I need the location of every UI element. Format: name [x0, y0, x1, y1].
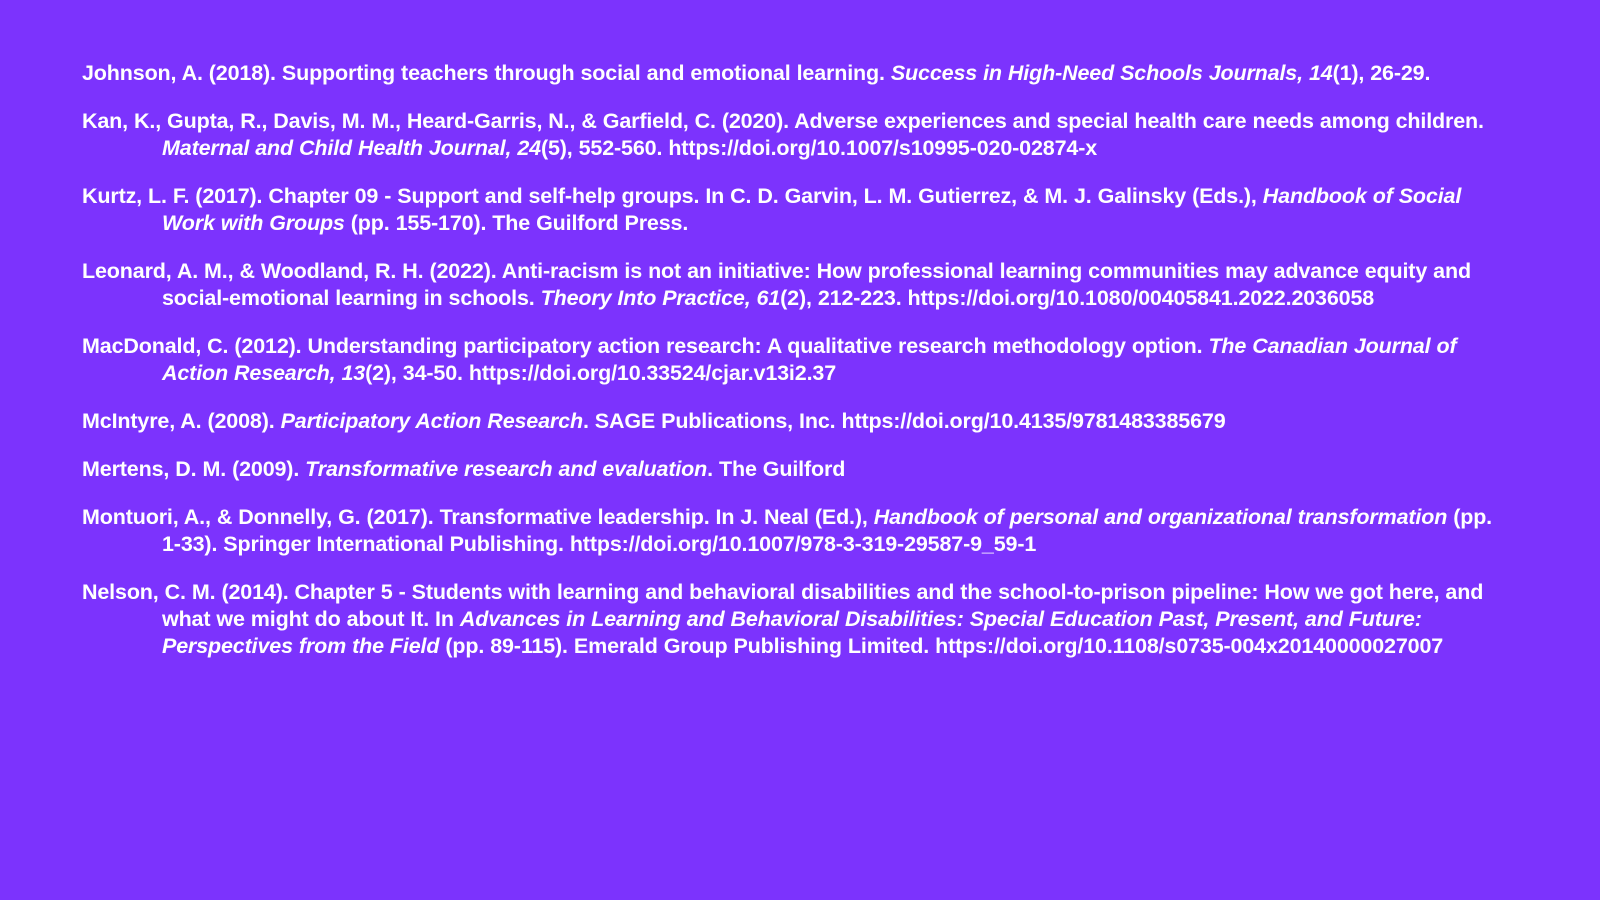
- reference-text: (2), 212-223. https://doi.org/10.1080/00405841.2022.2036058: [780, 285, 1375, 310]
- reference-entry: [82, 579, 1502, 659]
- reference-text: Kan, K., Gupta, R., Davis, M. M., Heard-Garris, N., & Garfield, C. (2020). Adverse experiences and special health care needs among children.: [82, 108, 1484, 133]
- reference-text: McIntyre, A. (2008).: [82, 408, 281, 433]
- reference-text: Leonard, A. M., & Woodland, R. H. (2022). Anti-racism is not an initiative: How professional learning communities may advance equity and social-emotional learning in schools.: [82, 258, 1471, 310]
- reference-text: (2), 34-50. https://doi.org/10.33524/cjar.v13i2.37: [365, 360, 837, 385]
- reference-text: (5), 552-560. https://doi.org/10.1007/s10995-020-02874-x: [540, 135, 1098, 160]
- reference-text: MacDonald, C. (2012). Understanding participatory action research: A qualitative research methodology option.: [82, 333, 1209, 358]
- reference-entry: [82, 183, 1502, 237]
- reference-entry: [82, 504, 1502, 558]
- reference-text: Johnson, A. (2018). Supporting teachers through social and emotional learning.: [82, 60, 891, 85]
- reference-text: (pp. 89-115). Emerald Group Publishing Limited. https://doi.org/10.1108/s0735-004x20140000027007: [439, 633, 1444, 658]
- reference-entry: [82, 60, 1502, 87]
- reference-title-italic: The Canadian Journal of Action Research, 13: [162, 333, 1457, 385]
- reference-text: (1), 26-29.: [1332, 60, 1431, 85]
- reference-title-italic: Maternal and Child Health Journal, 24: [162, 135, 541, 160]
- reference-entry: [82, 108, 1502, 162]
- reference-text: Kurtz, L. F. (2017). Chapter 09 - Support and self-help groups. In C. D. Garvin, L. M. Gutierrez, & M. J. Galinsky (Eds.),: [82, 183, 1263, 208]
- reference-entry: [82, 258, 1502, 312]
- reference-entry: [82, 456, 1502, 483]
- reference-entry: [82, 408, 1502, 435]
- reference-title-italic: Handbook of Social Work with Groups: [162, 183, 1462, 235]
- reference-title-italic: Participatory Action Research: [280, 408, 583, 433]
- reference-title-italic: Handbook of personal and organizational transformation: [873, 505, 1448, 530]
- reference-list: [82, 38, 1502, 660]
- reference-title-italic: Advances in Learning and Behavioral Disabilities: Special Education Past, Present, and Future: Perspectives from the Field: [162, 607, 1422, 658]
- reference-title-italic: Theory Into Practice, 61: [540, 285, 781, 310]
- reference-entry: [82, 333, 1502, 387]
- reference-text: Mertens, D. M. (2009).: [82, 457, 306, 482]
- reference-text: (pp. 1-33). Springer International Publishing. https://doi.org/10.1007/978-3-319-29587-9_59-1: [162, 505, 1493, 557]
- reference-text: . The Guilford: [707, 457, 846, 482]
- reference-text: Montuori, A., & Donnelly, G. (2017). Transformative leadership. In J. Neal (Ed.),: [82, 505, 874, 530]
- reference-text: Nelson, C. M. (2014). Chapter 5 - Students with learning and behavioral disabilities and the school-to-prison pipeline: How we got here, and what we might do about It. In: [82, 580, 1484, 632]
- reference-text: . SAGE Publications, Inc. https://doi.org/10.4135/9781483385679: [582, 408, 1226, 433]
- reference-text: (pp. 155-170). The Guilford Press.: [344, 210, 689, 235]
- reference-title-italic: Transformative research and evaluation: [305, 457, 708, 482]
- reference-title-italic: Success in High-Need Schools Journals, 14: [890, 60, 1333, 85]
